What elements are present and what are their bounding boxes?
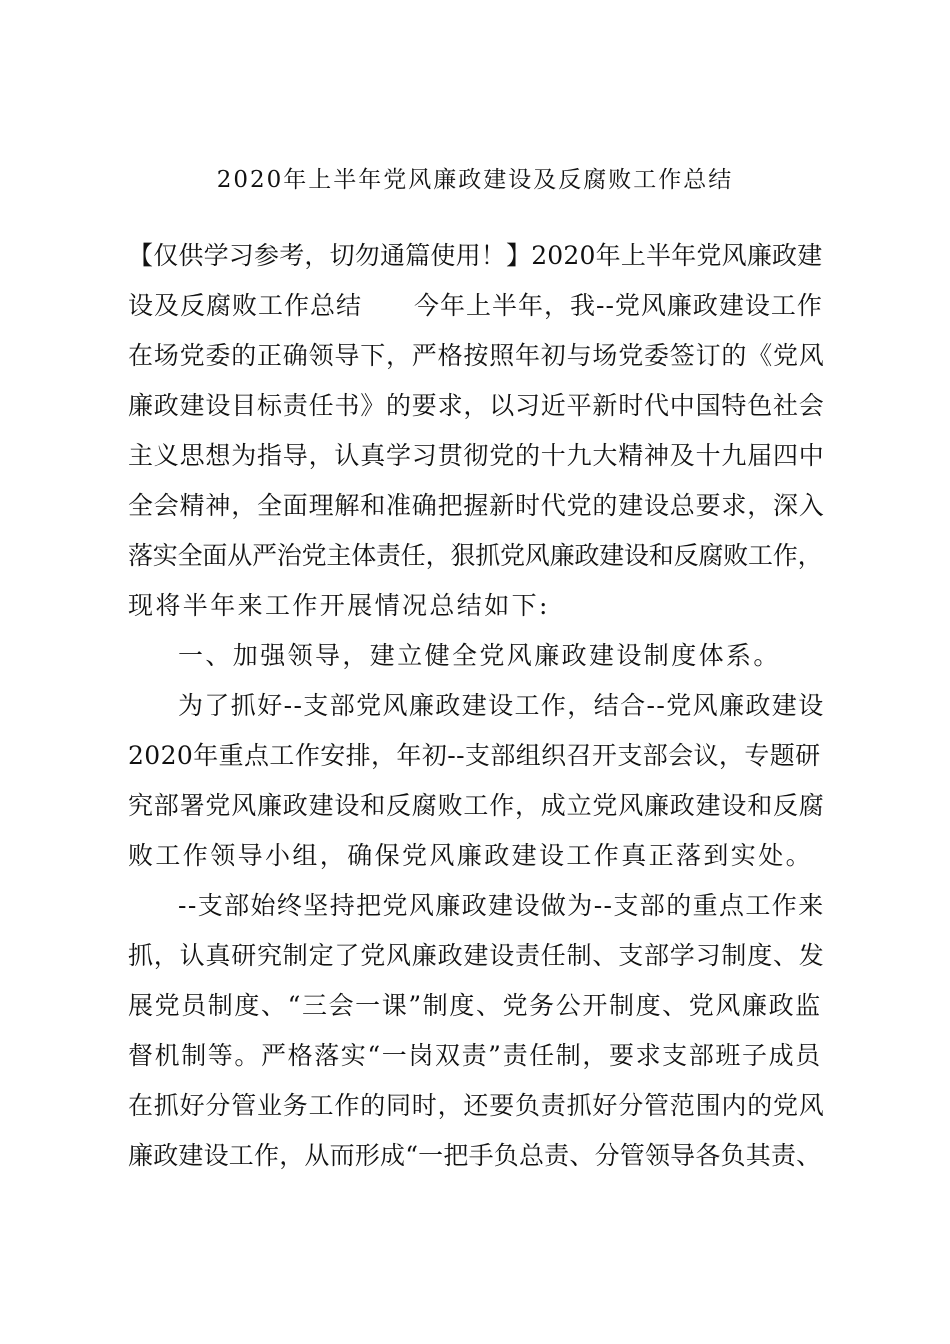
body-line: 抓，认真研究制定了党风廉政建设责任制、支部学习制度、发 bbox=[128, 941, 825, 970]
paragraph-first-line: 为了抓好--支部党风廉政建设工作，结合--党风廉政建设 bbox=[178, 691, 825, 720]
body-line: 设及反腐败工作总结 今年上半年，我--党风廉政建设工作 bbox=[128, 291, 823, 320]
body-line: 在场党委的正确领导下，严格按照年初与场党委签订的《党风 bbox=[128, 341, 825, 370]
body-line: 主义思想为指导，认真学习贯彻党的十九大精神及十九届四中 bbox=[128, 441, 825, 470]
body-line: 督机制等。严格落实“一岗双责”责任制，要求支部班子成员 bbox=[128, 1041, 822, 1070]
body-line: 败工作领导小组，确保党风廉政建设工作真正落到实处。 bbox=[128, 841, 814, 870]
body-line: 2020年重点工作安排，年初--支部组织召开支部会议，专题研 bbox=[128, 741, 821, 770]
section-heading: 一、加强领导，建立健全党风廉政建设制度体系。 bbox=[178, 641, 781, 670]
body-line: 在抓好分管业务工作的同时，还要负责抓好分管范围内的党风 bbox=[128, 1091, 825, 1120]
body-line: 现将半年来工作开展情况总结如下: bbox=[128, 591, 550, 620]
body-line: 【仅供学习参考，切勿通篇使用！】2020年上半年党风廉政建 bbox=[128, 241, 823, 270]
body-line: 究部署党风廉政建设和反腐败工作，成立党风廉政建设和反腐 bbox=[128, 791, 825, 820]
paragraph-first-line: --支部始终坚持把党风廉政建设做为--支部的重点工作来 bbox=[178, 891, 825, 920]
body-line: 落实全面从严治党主体责任，狠抓党风廉政建设和反腐败工作， bbox=[128, 541, 823, 570]
document-title: 2020年上半年党风廉政建设及反腐败工作总结 bbox=[216, 167, 734, 193]
body-line: 展党员制度、“三会一课”制度、党务公开制度、党风廉政监 bbox=[128, 991, 822, 1020]
body-line: 廉政建设工作，从而形成“一把手负总责、分管领导各负其责、 bbox=[128, 1141, 822, 1170]
body-line: 廉政建设目标责任书》的要求，以习近平新时代中国特色社会 bbox=[128, 391, 825, 420]
body-line: 全会精神，全面理解和准确把握新时代党的建设总要求，深入 bbox=[128, 491, 825, 520]
